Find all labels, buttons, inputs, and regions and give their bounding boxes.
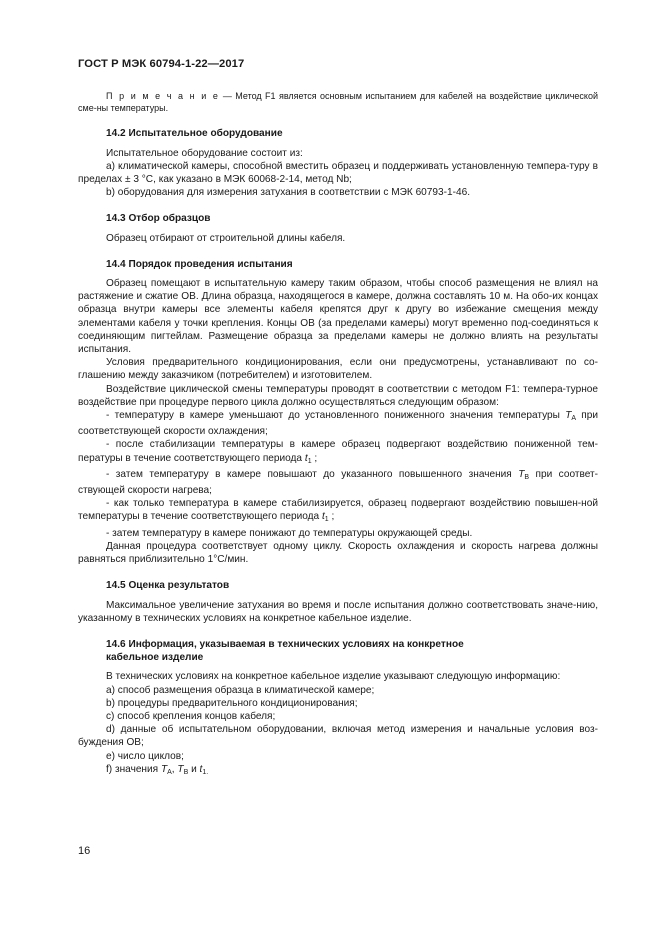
s14-6-item-c: c) способ крепления концов кабеля; (106, 710, 276, 722)
s14-4-dash-4: - как только температура в камере стабилизируется, образец подвергают воздействию повышен-ной температуры в течение соответствующего периода $t_1$ ; (78, 498, 598, 524)
s14-4-p4: Данная процедура соответствует одному циклу. Скорость охлаждения и скорость нагрева должны равняться приблизительно 1°С/мин. (78, 540, 598, 566)
s14-6-item-a: a) способ размещения образца в климатической камере; (106, 684, 375, 696)
s14-4-dash-2: - после стабилизации температуры в камере образец подвергают воздействию пониженной тем-пературы в течение соответствующего периода $t_1$ ; (78, 439, 598, 465)
s14-4-dash-3: - затем температуру в камере повышают до указанного повышенного значения $T_B$ при соответ-ствующей скорости нагрева; (78, 468, 598, 497)
s14-4-dash-5: - затем температуру в камере понижают до температуры окружающей среды. (106, 527, 473, 539)
s14-6-item-d: d) данные об испытательном оборудовании, включая метод измерения и начальные условия воз-буждения ОВ; (78, 724, 598, 749)
page-number: 16 (78, 845, 91, 857)
section-14-6-title-line-2: кабельное изделие (106, 652, 204, 664)
s14-6-item-e: e) число циклов; (106, 750, 184, 762)
section-14-5-title: 14.5 Оценка результатов (106, 580, 230, 592)
s14-5-text: Максимальное увеличение затухания во время и после испытания должно соответствовать значе-нию, указанному в технических условиях на конкретное кабельное изделие. (78, 599, 598, 624)
s14-6-item-f: f) значения $T_A$, $T_B$ и $t_{1.}$ (106, 763, 209, 776)
s14-2-intro: Испытательное оборудование состоит из: (106, 147, 303, 159)
note-text: — Метод F1 является основным испытанием для кабелей на воздействие циклической сме-ны температуры. (78, 91, 598, 114)
s14-4-dash-1: - температуру в камере уменьшают до установленного пониженного значения температуры $T_A$ при соответствующей скорости охлаждения; (78, 410, 598, 438)
document-body (78, 90, 598, 779)
section-14-3-title: 14.3 Отбор образцов (106, 213, 211, 225)
s14-6-item-b: b) процедуры предварительного кондиционирования; (106, 697, 358, 709)
section-14-6-title-line-1: 14.6 Информация, указываемая в технических условиях на конкретное (106, 638, 464, 650)
section-14-2-title: 14.2 Испытательное оборудование (106, 128, 283, 140)
s14-4-p1: Образец помещают в испытательную камеру таким образом, чтобы способ размещения не влиял на растяжение и сжатие ОВ. Длина образца, находящегося в камере, должна составлять 10 м. На обо-их концах образца внутри камеры все элементы кабеля крепятся друг к другу во избежание смещения между элементами кабеля у точки крепления. Концы ОВ (за пределами камеры) могут временно под-соединяться к соединяющим пигтейлам. Размещение образца за пределами камеры не должно влиять на результаты испытания. (78, 278, 598, 356)
note-paragraph (78, 90, 598, 114)
s14-2-item-b: b) оборудования для измерения затухания в соответствии с МЭК 60793-1-46. (106, 187, 470, 199)
note-label: П р и м е ч а н и е (106, 91, 220, 101)
s14-4-p2: Условия предварительного кондиционирования, если они предусмотрены, устанавливают по со-глашению между заказчиком (потребителем) и изготовителем. (78, 357, 598, 382)
s14-4-p3: Воздействие циклической смены температуры проводят в соответствии с методом F1: темпера-турное воздействие при процедуре первого цикла должно осуществляться следующим образом: (78, 383, 598, 408)
document-header: ГОСТ Р МЭК 60794-1-22—2017 (78, 58, 245, 70)
section-14-4-title: 14.4 Порядок проведения испытания (106, 258, 293, 270)
s14-2-item-a: a) климатической камеры, способной вместить образец и поддерживать установленную темпера-туру в пределах ± 3 °С, как указано в МЭК 60068-2-14, метод Nb; (78, 160, 598, 186)
s14-3-text: Образец отбирают от строительной длины кабеля. (106, 232, 346, 244)
s14-6-intro: В технических условиях на конкретное кабельное изделие указывают следующую информацию: (106, 671, 561, 683)
